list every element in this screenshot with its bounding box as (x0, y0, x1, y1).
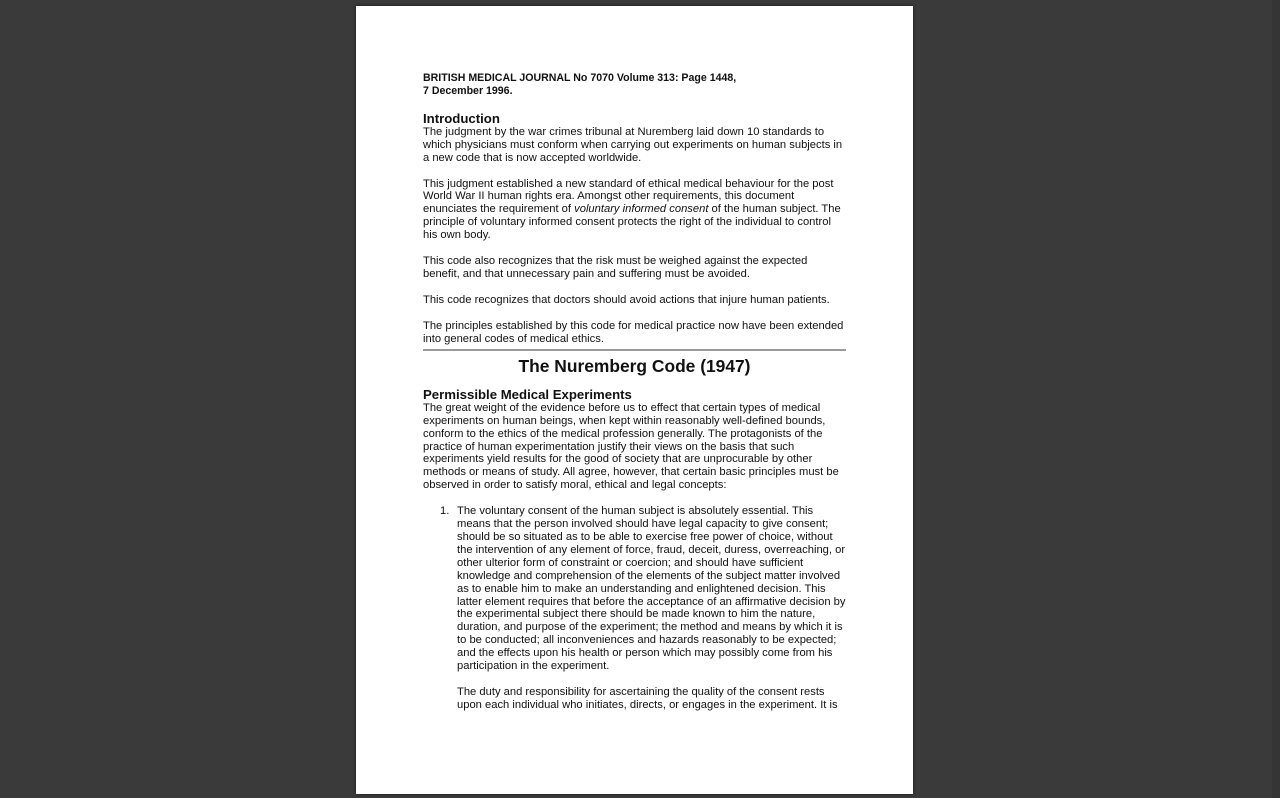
scrollbar[interactable] (1272, 0, 1280, 798)
introduction-paragraph-4: This code recognizes that doctors should avoid actions that injure human patients. (423, 293, 830, 306)
introduction-paragraph-5: The principles established by this code for medical practice now have been extended into general codes of medical ethics. (423, 319, 844, 345)
p2-text-end: of the human subject. The principle of voluntary informed consent protects the right of the individual to control his own body. (423, 203, 841, 242)
list-item (440, 505, 846, 712)
journal-citation: BRITISH MEDICAL JOURNAL No 7070 Volume 313: Page 1448, 7 December 1996. (423, 72, 737, 97)
p2-text-start: This judgment established a new standard of ethical medical behaviour for the post World War II human rights era. Amongst other requirements, this document enunciates the requirement of (423, 177, 834, 216)
code-intro-paragraph: The great weight of the evidence before us to effect that certain types of medical experiments on human beings, when kept within reasonably well-defined bounds, conform to the ethics of the medical profession generally. The protagonists of the practice of human experimentation justify their views on the basis that such experiments yield results for the good of society that are unprocurable by other methods or means of study. All agree, however, that certain basic principles must be observed in order to satisfy moral, ethical and legal concepts: (423, 401, 839, 492)
list-item-number: 1. (440, 505, 450, 518)
introduction-paragraph-1: The judgment by the war crimes tribunal at Nuremberg laid down 10 standards to which physicians must conform when carrying out experiments on human subjects in a new code that is now accepted worldwide. (423, 125, 843, 164)
list-item-text-continued: The duty and responsibility for ascertaining the quality of the consent rests upon each individual who initiates, directs, or engages in the experiment. It is (457, 685, 838, 711)
principles-list (423, 505, 846, 712)
permissible-experiments-heading: Permissible Medical Experiments (423, 386, 632, 402)
p2-italic-phrase: voluntary informed consent (574, 203, 709, 216)
section-divider (423, 349, 846, 351)
page-content (423, 72, 846, 712)
introduction-paragraph-3: This code also recognizes that the risk must be weighed against the expected benefit, and that unnecessary pain and suffering must be avoided. (423, 255, 808, 280)
code-title: The Nuremberg Code (1947) (518, 356, 751, 377)
introduction-paragraph-2 (423, 178, 846, 243)
document-page (356, 6, 913, 794)
list-item-text: The voluntary consent of the human subject is absolutely essential. This means that the person involved should have legal capacity to give consent; should be so situated as to be able to exercise free power of choice, without the intervention of any element of force, fraud, deceit, duress, overreaching, or other ulterior form of constraint or coercion; and should have sufficient knowledge and comprehension of the elements of the subject matter involved as to enable him to make an understanding and enlightened decision. This latter element requires that before the acceptance of an affirmative decision by the experimental subject there should be made known to him the nature, duration, and purpose of the experiment; the method and means by which it is to be conducted; all inconveniences and hazards reasonably to be expected; and the effects upon his health or person which may possibly come from his participation in the experiment. (457, 505, 846, 673)
introduction-heading: Introduction (423, 110, 500, 126)
